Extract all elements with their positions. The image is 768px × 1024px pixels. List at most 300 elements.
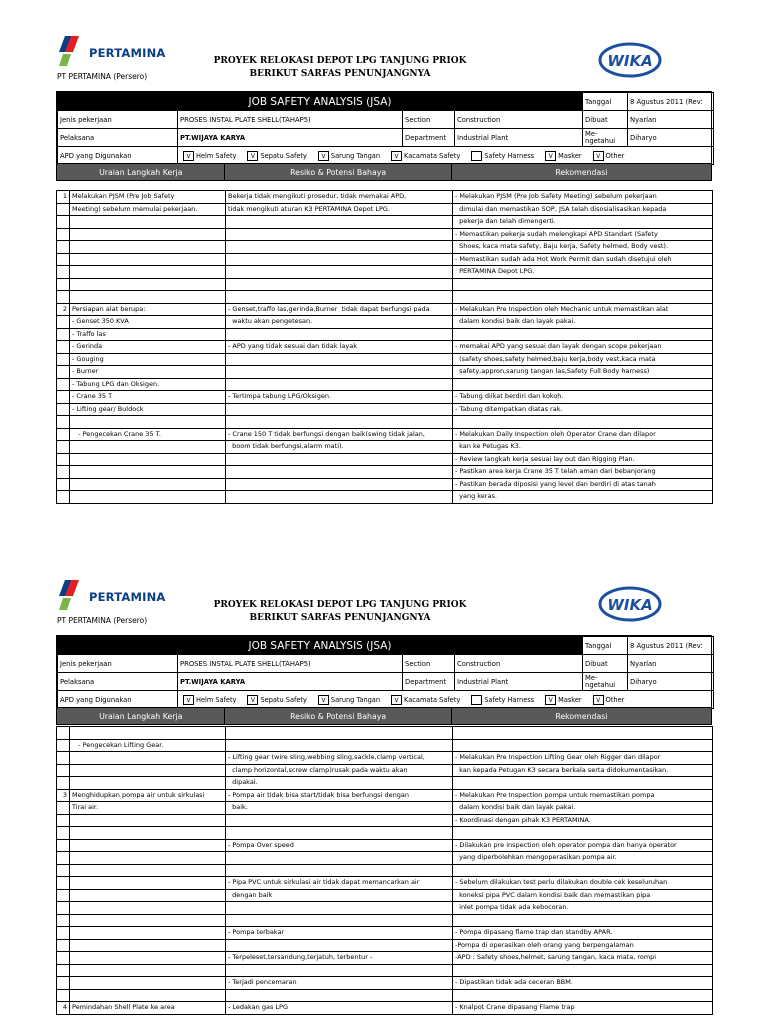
rekomendasi-cell: - Melakukan Pre Inspection pompa untuk memastikan pompa bbox=[453, 789, 713, 802]
uraian-cell bbox=[70, 939, 226, 952]
rekomendasi-cell: - memakai APD yang sesuai dan layak dengan scope pekerjaan bbox=[453, 341, 713, 354]
uraian-cell bbox=[70, 902, 226, 915]
section-value: Construction bbox=[455, 655, 583, 673]
resiko-cell bbox=[226, 902, 453, 915]
uraian-cell bbox=[70, 777, 226, 790]
uraian-cell: - Traffo las bbox=[70, 328, 226, 341]
resiko-cell bbox=[226, 253, 453, 266]
step-number-cell bbox=[57, 341, 70, 354]
rekomendasi-cell: safety,appron,sarung tangan las,Safety Full Body harness) bbox=[453, 366, 713, 379]
apd-checkbox[interactable]: V bbox=[318, 695, 329, 705]
rekomendasi-cell bbox=[453, 416, 713, 429]
step-number-cell bbox=[57, 216, 70, 229]
step-number-cell bbox=[57, 802, 70, 815]
project-title bbox=[190, 599, 490, 625]
apd-checkbox[interactable]: V bbox=[545, 695, 556, 705]
step-number-cell bbox=[57, 391, 70, 404]
rekomendasi-cell bbox=[453, 964, 713, 977]
wika-logo-icon bbox=[598, 42, 662, 78]
jsa-title: JOB SAFETY ANALYSIS (JSA) bbox=[58, 637, 583, 655]
table-row bbox=[57, 814, 713, 827]
project-title-line2: BERIKUT SARFAS PENUNJANGNYA bbox=[249, 613, 431, 623]
rekomendasi-cell: pekerja dan telah dimengerti. bbox=[453, 216, 713, 229]
table-row bbox=[57, 253, 713, 266]
apd-item-label: Sepatu Safety bbox=[260, 695, 307, 704]
step-number-cell bbox=[57, 353, 70, 366]
table-row bbox=[57, 216, 713, 229]
step-number-cell bbox=[57, 939, 70, 952]
resiko-cell bbox=[226, 241, 453, 254]
apd-label: APD yang Digunakan bbox=[58, 147, 178, 165]
resiko-cell bbox=[226, 216, 453, 229]
jsa-title: JOB SAFETY ANALYSIS (JSA) bbox=[58, 93, 583, 111]
jsa-header-table bbox=[56, 635, 712, 710]
uraian-cell bbox=[70, 952, 226, 965]
resiko-cell: - Tertimpa tabung LPG/Oksigen. bbox=[226, 391, 453, 404]
resiko-cell: - Pompa Over speed bbox=[226, 839, 453, 852]
resiko-cell: dengan baik bbox=[226, 889, 453, 902]
pertamina-logo bbox=[57, 578, 177, 630]
section-value: Construction bbox=[455, 111, 583, 129]
resiko-cell bbox=[226, 964, 453, 977]
step-number-cell: 3 bbox=[57, 789, 70, 802]
resiko-cell bbox=[226, 266, 453, 279]
rekomendasi-cell: kan kepada Petugan K3 secara berkala serta didokumentasikan. bbox=[453, 764, 713, 777]
step-number-cell bbox=[57, 416, 70, 429]
table-row bbox=[57, 952, 713, 965]
uraian-cell: - Pengecekan Lifting Gear. bbox=[70, 739, 226, 752]
apd-checkbox[interactable]: V bbox=[593, 151, 604, 161]
table-row bbox=[57, 802, 713, 815]
pelaksana-value: PT.WIJAYA KARYA bbox=[178, 673, 403, 691]
rekomendasi-cell bbox=[453, 914, 713, 927]
rekomendasi-cell: - Tabung ditempatkan diatas rak. bbox=[453, 403, 713, 416]
table-row bbox=[57, 203, 713, 216]
project-title-line2: BERIKUT SARFAS PENUNJANGNYA bbox=[249, 69, 431, 79]
resiko-cell: waktu akan pengetesan. bbox=[226, 316, 453, 329]
table-row bbox=[57, 977, 713, 990]
rekomendasi-cell: - Koordinasi dengan pihak K3 PERTAMINA. bbox=[453, 814, 713, 827]
mengetahui-label: Me- ngetahui bbox=[583, 129, 628, 147]
table-row bbox=[57, 378, 713, 391]
col-rekomendasi-header: Rekomendasi bbox=[555, 167, 608, 177]
table-row bbox=[57, 789, 713, 802]
uraian-cell bbox=[70, 291, 226, 304]
rekomendasi-cell: (safety shoes,safety helmed,baju kerja,body vest,kaca mata bbox=[453, 353, 713, 366]
resiko-cell: - APD yang tidak sesuai dan tidak layak bbox=[226, 341, 453, 354]
pertamina-company-name: PT PERTAMINA (Persero) bbox=[57, 616, 148, 625]
uraian-cell: Meeting) sebelum memulai pekerjaan. bbox=[70, 203, 226, 216]
step-number-cell bbox=[57, 478, 70, 491]
pertamina-mark-icon bbox=[57, 578, 91, 612]
step-number-cell bbox=[57, 453, 70, 466]
jenis-label: Jenis pekerjaan bbox=[58, 111, 178, 129]
tanggal-label: Tanggal bbox=[583, 637, 628, 655]
jenis-value: PROSES INSTAL PLATE SHELL(TAHAP5) bbox=[178, 655, 403, 673]
table-row bbox=[57, 827, 713, 840]
resiko-cell: Bekerja tidak mengikuti prosedur, tidak memakai APD, bbox=[226, 191, 453, 204]
resiko-cell bbox=[226, 478, 453, 491]
resiko-cell bbox=[226, 739, 453, 752]
table-row bbox=[57, 889, 713, 902]
rekomendasi-cell bbox=[453, 328, 713, 341]
step-number-cell bbox=[57, 366, 70, 379]
apd-item-label: Helm Safety bbox=[196, 695, 237, 704]
rekomendasi-cell bbox=[453, 291, 713, 304]
resiko-cell: tidak mengikuti aturan K3 PERTAMINA Depot LPG. bbox=[226, 203, 453, 216]
table-row bbox=[57, 453, 713, 466]
table-row bbox=[57, 391, 713, 404]
resiko-cell bbox=[226, 491, 453, 504]
uraian-cell bbox=[70, 852, 226, 865]
apd-checkbox[interactable] bbox=[471, 151, 482, 161]
apd-item-label: Kacamata Safety bbox=[404, 151, 461, 160]
resiko-cell: dipakai. bbox=[226, 777, 453, 790]
step-number-cell bbox=[57, 764, 70, 777]
apd-item-label: Other bbox=[605, 695, 625, 704]
resiko-cell bbox=[226, 228, 453, 241]
uraian-cell bbox=[70, 491, 226, 504]
step-number-cell bbox=[57, 839, 70, 852]
department-value: Industrial Plant bbox=[455, 129, 583, 147]
rekomendasi-cell: -APD : Safety shoes,helmet, sarung tangan, kaca mata, rompi bbox=[453, 952, 713, 965]
table-row bbox=[57, 927, 713, 940]
jenis-label: Jenis pekerjaan bbox=[58, 655, 178, 673]
jsa-body-table bbox=[56, 726, 712, 1015]
table-row bbox=[57, 877, 713, 890]
apd-item-label: Other bbox=[605, 151, 625, 160]
table-row bbox=[57, 241, 713, 254]
rekomendasi-cell: - Melakukan Pre Inspection Lifting Gear oleh Rigger dan dilapor bbox=[453, 752, 713, 765]
step-number-cell bbox=[57, 864, 70, 877]
resiko-cell: clamp horizontal,screw clamp)rusak pada waktu akan bbox=[226, 764, 453, 777]
apd-item-label: Safety Harness bbox=[484, 695, 535, 704]
pelaksana-label: Pelaksana bbox=[58, 673, 178, 691]
department-value: Industrial Plant bbox=[455, 673, 583, 691]
step-number-cell: 1 bbox=[57, 191, 70, 204]
section-label: Section bbox=[403, 655, 455, 673]
resiko-cell bbox=[226, 914, 453, 927]
uraian-cell bbox=[70, 478, 226, 491]
wika-logo-icon bbox=[598, 586, 662, 622]
step-number-cell bbox=[57, 278, 70, 291]
step-number-cell bbox=[57, 378, 70, 391]
resiko-cell bbox=[226, 466, 453, 479]
table-row bbox=[57, 278, 713, 291]
table-row bbox=[57, 764, 713, 777]
uraian-cell bbox=[70, 964, 226, 977]
step-number-cell bbox=[57, 491, 70, 504]
rekomendasi-cell: - Dilakukan pre inspection oleh operator pompa dan hanya operator bbox=[453, 839, 713, 852]
resiko-cell: - Ledakan gas LPG bbox=[226, 1002, 453, 1015]
department-label: Department bbox=[403, 673, 455, 691]
uraian-cell: Melakukan PJSM (Pre Job Safety bbox=[70, 191, 226, 204]
step-number-cell bbox=[57, 777, 70, 790]
apd-item-label: Kacamata Safety bbox=[404, 695, 461, 704]
tanggal-value: 8 Agustus 2011 (Rev: bbox=[628, 637, 714, 655]
resiko-cell: boom tidak berfungsi,alarm mati). bbox=[226, 441, 453, 454]
apd-checkbox[interactable]: V bbox=[391, 151, 402, 161]
step-number-cell: 4 bbox=[57, 1002, 70, 1015]
table-row bbox=[57, 416, 713, 429]
dibuat-label: Dibuat bbox=[583, 655, 628, 673]
table-row bbox=[57, 852, 713, 865]
resiko-cell bbox=[226, 827, 453, 840]
rekomendasi-cell: yang diperbolehkan mengoperasikan pompa air. bbox=[453, 852, 713, 865]
table-row bbox=[57, 228, 713, 241]
step-number-cell bbox=[57, 889, 70, 902]
step-number-cell bbox=[57, 852, 70, 865]
table-row bbox=[57, 366, 713, 379]
mengetahui-value: Diharyo bbox=[628, 129, 714, 147]
rekomendasi-cell bbox=[453, 827, 713, 840]
step-number-cell bbox=[57, 228, 70, 241]
pelaksana-label: Pelaksana bbox=[58, 129, 178, 147]
rekomendasi-cell: koneksi pipa PVC dalam kondisi baik dan memastikan pipa bbox=[453, 889, 713, 902]
table-row bbox=[57, 727, 713, 740]
rekomendasi-cell: yang keras. bbox=[453, 491, 713, 504]
rekomendasi-cell: PERTAMINA Depot LPG. bbox=[453, 266, 713, 279]
rekomendasi-cell: - Pastikan berada diposisi yang level dan berdiri di atas tanah bbox=[453, 478, 713, 491]
table-row bbox=[57, 752, 713, 765]
pelaksana-value: PT.WIJAYA KARYA bbox=[178, 129, 403, 147]
col-uraian-header: Uraian Langkah Kerja bbox=[57, 164, 225, 180]
uraian-cell: - Genset 350 KVA bbox=[70, 316, 226, 329]
uraian-cell bbox=[70, 266, 226, 279]
pertamina-wordmark: PERTAMINA bbox=[89, 590, 166, 604]
step-number-cell bbox=[57, 989, 70, 1002]
resiko-cell bbox=[226, 278, 453, 291]
apd-item-label: Sepatu Safety bbox=[260, 151, 307, 160]
resiko-cell bbox=[226, 416, 453, 429]
uraian-cell: - Lifting gear/ Buldock bbox=[70, 403, 226, 416]
col-resiko-header: Resiko & Potensi Bahaya bbox=[225, 708, 451, 724]
rekomendasi-cell: -Pompa di operasikan oleh orang yang berpengalaman bbox=[453, 939, 713, 952]
mengetahui-value: Diharyo bbox=[628, 673, 714, 691]
uraian-cell bbox=[70, 877, 226, 890]
project-title-line1: PROYEK RELOKASI DEPOT LPG TANJUNG PRIOK bbox=[213, 56, 467, 66]
resiko-cell bbox=[226, 864, 453, 877]
apd-checkbox[interactable]: V bbox=[391, 695, 402, 705]
rekomendasi-cell bbox=[453, 989, 713, 1002]
column-header-bar bbox=[56, 707, 712, 725]
resiko-cell bbox=[226, 291, 453, 304]
step-number-cell bbox=[57, 241, 70, 254]
step-number-cell bbox=[57, 403, 70, 416]
apd-checklist bbox=[178, 691, 714, 709]
apd-checkbox[interactable]: V bbox=[318, 151, 329, 161]
uraian-cell bbox=[70, 253, 226, 266]
step-number-cell bbox=[57, 291, 70, 304]
table-row bbox=[57, 989, 713, 1002]
pertamina-logo bbox=[57, 34, 177, 86]
rekomendasi-cell: - Memastikan sudah ada Hot Work Permit dan sudah disetujui oleh bbox=[453, 253, 713, 266]
table-row bbox=[57, 739, 713, 752]
apd-label: APD yang Digunakan bbox=[58, 691, 178, 709]
rekomendasi-cell: dalam kondisi baik dan layak pakai. bbox=[453, 316, 713, 329]
apd-checkbox[interactable] bbox=[471, 695, 482, 705]
rekomendasi-cell: - Knalpot Crane dipasang Flame trap bbox=[453, 1002, 713, 1015]
step-number-cell bbox=[57, 328, 70, 341]
resiko-cell: - Lifting gear (wire sling,webbing sling,sackle,clamp vertical, bbox=[226, 752, 453, 765]
table-row bbox=[57, 353, 713, 366]
section-label: Section bbox=[403, 111, 455, 129]
rekomendasi-cell: - Pastikan area kerja Crane 35 T telah aman dari bebanjorang bbox=[453, 466, 713, 479]
resiko-cell bbox=[226, 366, 453, 379]
table-row bbox=[57, 1002, 713, 1015]
uraian-cell bbox=[70, 914, 226, 927]
step-number-cell bbox=[57, 266, 70, 279]
table-row bbox=[57, 466, 713, 479]
table-row bbox=[57, 939, 713, 952]
table-row bbox=[57, 777, 713, 790]
uraian-cell bbox=[70, 416, 226, 429]
uraian-cell bbox=[70, 864, 226, 877]
step-number-cell bbox=[57, 739, 70, 752]
table-row bbox=[57, 316, 713, 329]
resiko-cell bbox=[226, 403, 453, 416]
rekomendasi-cell: kan ke Petugas K3. bbox=[453, 441, 713, 454]
rekomendasi-cell: inlet pompa tidak ada kebocoran. bbox=[453, 902, 713, 915]
rekomendasi-cell: - Memastikan pekerja sudah melengkapi APD Standart (Safety bbox=[453, 228, 713, 241]
table-row bbox=[57, 428, 713, 441]
uraian-cell bbox=[70, 989, 226, 1002]
pertamina-mark-icon bbox=[57, 34, 91, 68]
rekomendasi-cell: - Sebelum dilakukan test perlu dilakukan double cek keseluruhan bbox=[453, 877, 713, 890]
jsa-page-2 bbox=[0, 574, 768, 1024]
resiko-cell: - Terpeleset,tersandung,terjatuh, terbentur - bbox=[226, 952, 453, 965]
rekomendasi-cell: - Melakukan Daily Inspection oleh Operator Crane dan dilapor bbox=[453, 428, 713, 441]
uraian-cell: - Gerinda bbox=[70, 341, 226, 354]
uraian-cell: - Pengecekan Crane 35 T. bbox=[70, 428, 226, 441]
rekomendasi-cell: - Tabung diikat berdiri dan kokoh. bbox=[453, 391, 713, 404]
uraian-cell: Pemindahan Shell Plate ke area bbox=[70, 1002, 226, 1015]
resiko-cell: baik. bbox=[226, 802, 453, 815]
uraian-cell bbox=[70, 228, 226, 241]
rekomendasi-cell bbox=[453, 739, 713, 752]
table-row bbox=[57, 914, 713, 927]
project-title bbox=[190, 55, 490, 81]
uraian-cell: - Crane 35 T bbox=[70, 391, 226, 404]
table-row bbox=[57, 191, 713, 204]
uraian-cell bbox=[70, 827, 226, 840]
step-number-cell bbox=[57, 977, 70, 990]
resiko-cell: - Terjadi pencemaran bbox=[226, 977, 453, 990]
resiko-cell bbox=[226, 814, 453, 827]
uraian-cell bbox=[70, 466, 226, 479]
pertamina-wordmark: PERTAMINA bbox=[89, 46, 166, 60]
uraian-cell bbox=[70, 727, 226, 740]
uraian-cell bbox=[70, 927, 226, 940]
uraian-cell: - Burner bbox=[70, 366, 226, 379]
resiko-cell bbox=[226, 989, 453, 1002]
dibuat-value: Nyarlan bbox=[628, 655, 714, 673]
wika-wordmark: WIKA bbox=[607, 596, 653, 614]
step-number-cell bbox=[57, 441, 70, 454]
resiko-cell bbox=[226, 378, 453, 391]
apd-item-label: Sarung Tangan bbox=[330, 151, 381, 160]
apd-item-label: Sarung Tangan bbox=[330, 695, 381, 704]
rekomendasi-cell: - Melakukan PJSM (Pre Job Safety Meeting) sebelum pekerjaan bbox=[453, 191, 713, 204]
col-rekomendasi-header: Rekomendasi bbox=[555, 711, 608, 721]
resiko-cell bbox=[226, 939, 453, 952]
uraian-cell bbox=[70, 977, 226, 990]
table-row bbox=[57, 266, 713, 279]
jenis-value: PROSES INSTAL PLATE SHELL(TAHAP5) bbox=[178, 111, 403, 129]
pertamina-company-name: PT PERTAMINA (Persero) bbox=[57, 72, 148, 81]
resiko-cell bbox=[226, 727, 453, 740]
rekomendasi-cell bbox=[453, 378, 713, 391]
resiko-cell: - Pompa terbakar bbox=[226, 927, 453, 940]
uraian-cell bbox=[70, 441, 226, 454]
uraian-cell bbox=[70, 839, 226, 852]
apd-checkbox[interactable]: V bbox=[183, 695, 194, 705]
rekomendasi-cell: dimulai dan memastikan SOP, JSA telah disosialisasikan kepada bbox=[453, 203, 713, 216]
resiko-cell bbox=[226, 353, 453, 366]
column-header-bar bbox=[56, 163, 712, 181]
table-row bbox=[57, 403, 713, 416]
step-number-cell bbox=[57, 752, 70, 765]
col-uraian-header: Uraian Langkah Kerja bbox=[57, 708, 225, 724]
apd-checkbox[interactable]: V bbox=[593, 695, 604, 705]
table-row bbox=[57, 902, 713, 915]
table-row bbox=[57, 341, 713, 354]
apd-item-label: Masker bbox=[558, 695, 582, 704]
rekomendasi-cell: Shoes, kaca mata safety, Baju kerja, Safety helmed, Body vest). bbox=[453, 241, 713, 254]
uraian-cell bbox=[70, 453, 226, 466]
rekomendasi-cell: - Melakukan Pre Inspection oleh Mechanic untuk memastikan alat bbox=[453, 303, 713, 316]
rekomendasi-cell bbox=[453, 864, 713, 877]
uraian-cell bbox=[70, 216, 226, 229]
wika-wordmark: WIKA bbox=[607, 52, 653, 70]
uraian-cell: Persiapan alat berupa: bbox=[70, 303, 226, 316]
apd-checkbox[interactable]: V bbox=[247, 151, 258, 161]
step-number-cell bbox=[57, 902, 70, 915]
step-number-cell bbox=[57, 814, 70, 827]
dibuat-value: Nyarlan bbox=[628, 111, 714, 129]
resiko-cell bbox=[226, 328, 453, 341]
table-row bbox=[57, 328, 713, 341]
dibuat-label: Dibuat bbox=[583, 111, 628, 129]
step-number-cell bbox=[57, 727, 70, 740]
col-resiko-header: Resiko & Potensi Bahaya bbox=[225, 164, 451, 180]
uraian-cell bbox=[70, 752, 226, 765]
step-number-cell bbox=[57, 466, 70, 479]
step-number-cell bbox=[57, 827, 70, 840]
step-number-cell bbox=[57, 428, 70, 441]
table-row bbox=[57, 478, 713, 491]
apd-checkbox[interactable]: V bbox=[183, 151, 194, 161]
mengetahui-label: Me- ngetahui bbox=[583, 673, 628, 691]
step-number-cell bbox=[57, 952, 70, 965]
rekomendasi-cell bbox=[453, 278, 713, 291]
tanggal-value: 8 Agustus 2011 (Rev: bbox=[628, 93, 714, 111]
uraian-cell bbox=[70, 764, 226, 777]
rekomendasi-cell: - Dipastikan tidak ada ceceran BBM. bbox=[453, 977, 713, 990]
uraian-cell bbox=[70, 814, 226, 827]
table-row bbox=[57, 291, 713, 304]
jsa-body-table bbox=[56, 190, 712, 504]
apd-item-label: Safety Harness bbox=[484, 151, 535, 160]
apd-checkbox[interactable]: V bbox=[545, 151, 556, 161]
table-row bbox=[57, 491, 713, 504]
uraian-cell bbox=[70, 889, 226, 902]
table-row bbox=[57, 864, 713, 877]
uraian-cell bbox=[70, 278, 226, 291]
uraian-cell: Tirai air. bbox=[70, 802, 226, 815]
rekomendasi-cell bbox=[453, 727, 713, 740]
apd-checkbox[interactable]: V bbox=[247, 695, 258, 705]
